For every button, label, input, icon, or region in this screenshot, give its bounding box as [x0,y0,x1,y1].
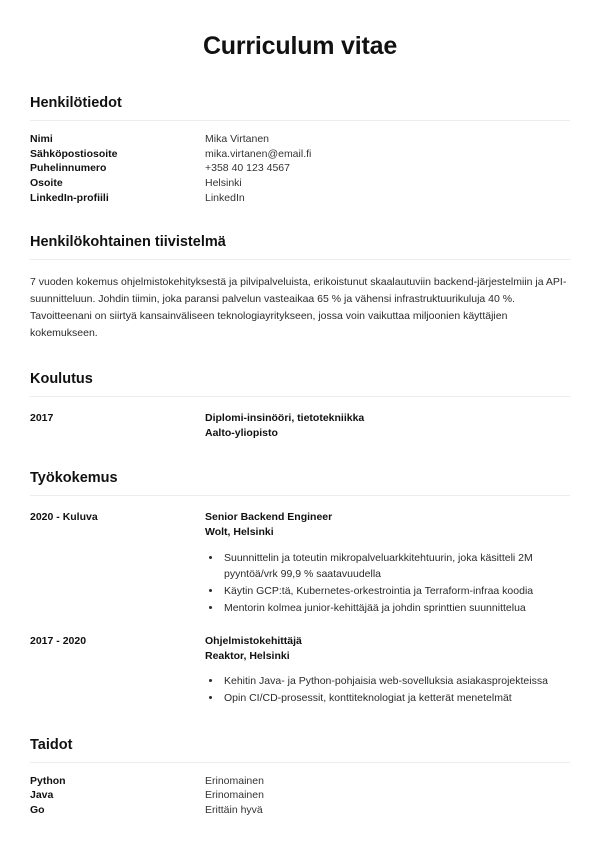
education-entry [30,411,570,441]
list-item: • Suunnittelin ja toteutin mikropalveluarkkitehtuurin, joka käsitteli 2M pyyntöä/vrk 99,9 % saatavuudella [222,550,570,583]
section-personal-details [30,94,570,205]
skill-level: Erinomainen [205,774,264,787]
skill-name: Go [30,803,45,816]
table-row [30,803,570,818]
page-title: Curriculum vitae [202,32,398,60]
row-value: Helsinki [205,176,242,189]
skill-level: Erittäin hyvä [205,803,263,816]
skill-level: Erinomainen [205,789,264,802]
table-row [30,774,570,789]
row-label: Nimi [30,132,53,145]
work-bullet-list [205,550,570,617]
section-education [30,370,570,441]
list-item: • Käytin GCP:tä, Kubernetes-orkestrointia ja Terraform-infraa koodia [222,583,570,599]
section-divider [30,259,570,260]
work-role: Senior Backend Engineer [205,511,333,524]
work-role: Ohjelmistokehittäjä [205,634,302,647]
row-value-linkedin[interactable]: LinkedIn [205,191,245,204]
education-details [205,411,570,441]
skill-name: Python [30,774,66,787]
row-label: Puhelinnumero [30,162,107,175]
section-divider [30,120,570,121]
table-row [30,191,570,206]
work-entry [30,634,570,708]
section-heading-work-experience: Työkokemus [30,470,118,487]
work-employer: Wolt, Helsinki [205,526,274,539]
personal-details-table [30,132,570,205]
work-employer: Reaktor, Helsinki [205,649,290,662]
row-value: +358 40 123 4567 [205,162,290,175]
education-degree: Diplomi-insinööri, tietotekniikka [205,411,365,424]
section-work-experience [30,469,570,707]
section-heading-personal-details: Henkilötiedot [30,95,122,111]
table-row [30,176,570,191]
section-divider [30,762,570,763]
table-row [30,132,570,147]
section-divider [30,495,570,496]
skills-table [30,774,570,818]
section-skills [30,736,570,818]
section-heading-education: Koulutus [30,371,93,388]
work-entry [30,510,570,618]
section-personal-summary [30,233,570,342]
list-item: • Mentorin kolmea junior-kehittäjää ja johdin sprinttien suunnittelua [222,600,570,616]
work-date: 2020 - Kuluva [30,511,98,524]
table-row [30,147,570,162]
table-row [30,161,570,176]
row-label: LinkedIn-profiili [30,191,109,204]
work-bullet-list [205,673,570,707]
education-institution: Aalto-yliopisto [205,427,278,440]
work-date: 2017 - 2020 [30,634,87,647]
row-label: Osoite [30,176,63,189]
summary-paragraph: 7 vuoden kokemus ohjelmistokehityksestä ja pilvipalveluista, erikoistunut skaalautuviin backend-järjestelmiin ja API-suunnitteluun. Johdin tiimin, joka paransi palvelun vasteaikaa 65 % ja vähensi infrastruktuurikuluja 40 %. Tavoitteenani on siirtyä kansainväliseen teknologiayritykseen, jossa voin vaikuttaa miljoonien käyttäjien kokemukseen. [30,276,567,340]
list-item: • Opin CI/CD-prosessit, konttiteknologiat ja ketterät menetelmät [222,690,570,706]
row-value: mika.virtanen@email.fi [205,147,312,160]
row-label: Sähköpostiosoite [30,147,118,160]
list-item: • Kehitin Java- ja Python-pohjaisia web-sovelluksia asiakasprojekteissa [222,673,570,689]
section-heading-skills: Taidot [30,736,73,753]
table-row [30,788,570,803]
work-details [205,634,570,708]
row-value: Mika Virtanen [205,132,270,145]
work-details [205,510,570,618]
skill-name: Java [30,789,54,802]
education-date: 2017 [30,411,54,424]
section-heading-personal-summary: Henkilökohtainen tiivistelmä [30,234,226,251]
section-divider [30,396,570,397]
